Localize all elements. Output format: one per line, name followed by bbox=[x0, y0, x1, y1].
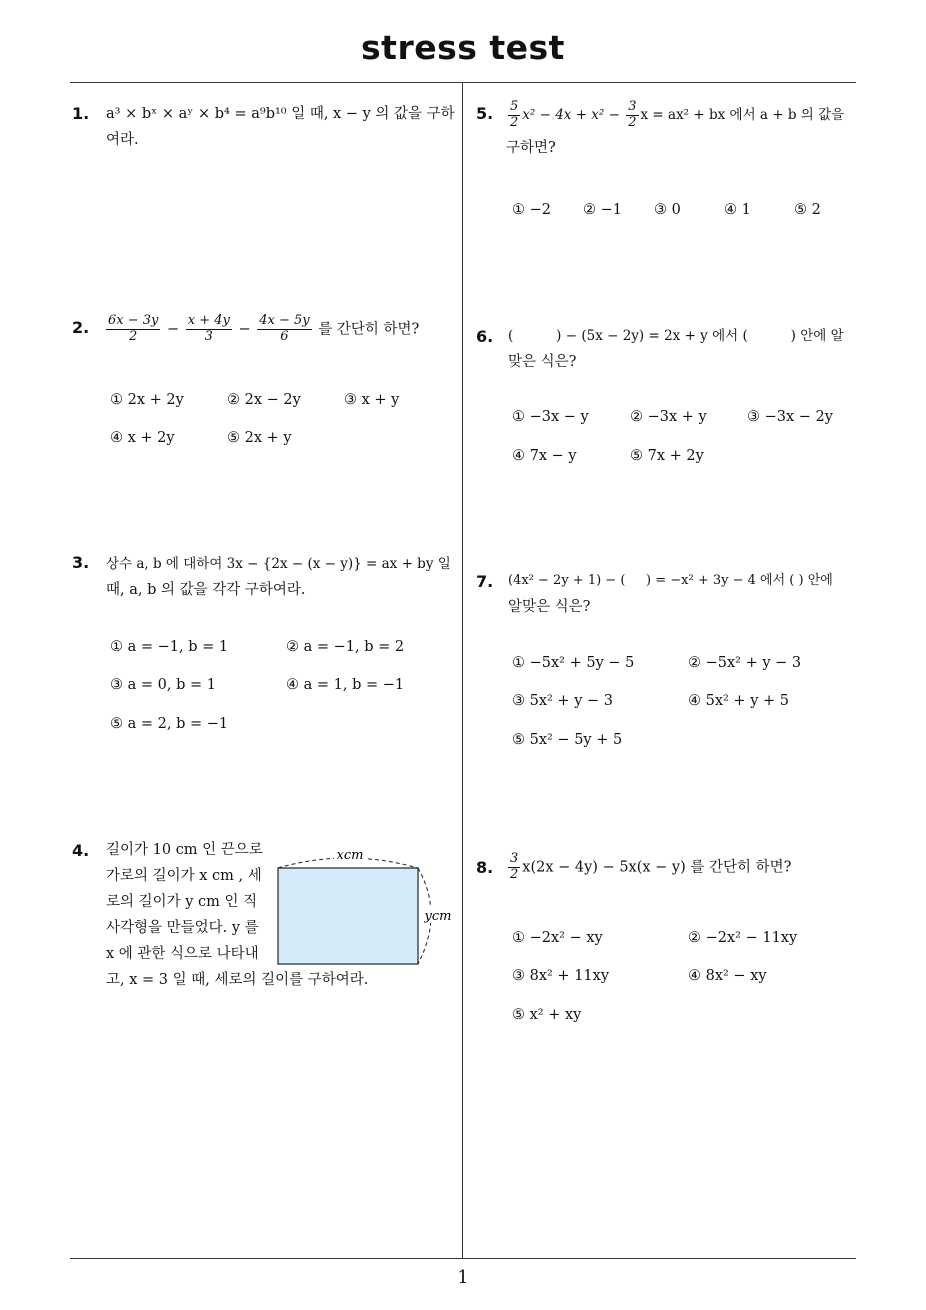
choice-option[interactable]: ② a = −1, b = 2 bbox=[286, 639, 405, 655]
question-3-line: 상수 a, b 에 대하여 3x − {2x − (x − y)} = ax + by 일 bbox=[106, 556, 451, 572]
operator: − bbox=[238, 321, 251, 338]
fraction: $\frac{4x - 5y}{6}$ bbox=[259, 313, 310, 344]
operator: − bbox=[166, 321, 180, 338]
question-2-tail: 를 간단히 하면? bbox=[318, 321, 420, 338]
choice-option[interactable]: ④ 1 bbox=[724, 202, 751, 218]
choice-option[interactable]: ③ 0 bbox=[654, 202, 681, 218]
question-5-line: 구하면? bbox=[506, 139, 556, 156]
question-4-line: 고, x = 3 일 때, 세로의 길이를 구하여라. bbox=[106, 972, 369, 988]
footer-rule bbox=[70, 1258, 856, 1259]
choice-option[interactable]: ⑤ 2x + y bbox=[227, 430, 292, 446]
choice-option[interactable]: ④ a = 1, b = −1 bbox=[286, 677, 405, 693]
choice-option[interactable]: ④ 8x² − xy bbox=[688, 968, 767, 984]
choice-option[interactable]: ④ x + 2y bbox=[110, 430, 175, 446]
question-number: 7. bbox=[476, 572, 494, 591]
fraction: $\frac{5}{2}$ bbox=[510, 99, 519, 130]
expression: x = ax² + bx 에서 a + b 의 값을 bbox=[640, 106, 845, 123]
question-8-stem bbox=[506, 852, 862, 883]
choice-option[interactable]: ② −2x² − 11xy bbox=[688, 930, 798, 946]
question-4-line: x 에 관한 식으로 나타내 bbox=[106, 946, 259, 962]
choice-option[interactable]: ① a = −1, b = 1 bbox=[110, 639, 229, 655]
choice-option[interactable]: ② −1 bbox=[583, 202, 622, 218]
choice-option[interactable]: ⑤ a = 2, b = −1 bbox=[110, 716, 229, 732]
question-7-line: (4x² − 2y + 1) − ( ) = −x² + 3y − 4 에서 ( ) 안에 bbox=[508, 573, 833, 588]
rectangle-shape bbox=[278, 868, 418, 964]
question-1-line: a³ × bˣ × aʸ × b⁴ = a⁹b¹⁰ 일 때, x − y 의 값을 구하 bbox=[106, 106, 455, 122]
figure-width-label: xcm bbox=[336, 848, 364, 863]
question-number: 4. bbox=[72, 841, 90, 860]
fraction: $\frac{3}{2}$ bbox=[628, 99, 637, 130]
question-1-line: 여라. bbox=[106, 132, 139, 148]
question-2-stem bbox=[104, 314, 454, 345]
question-6-line: ( ) − (5x − 2y) = 2x + y 에서 ( ) 안에 알 bbox=[508, 328, 844, 344]
choice-option[interactable]: ⑤ 7x + 2y bbox=[630, 448, 704, 464]
question-1-stem bbox=[106, 101, 456, 153]
page-number: 1 bbox=[457, 1267, 469, 1288]
question-3-stem bbox=[106, 551, 458, 603]
question-3-line: 때, a, b 의 값을 각각 구하여라. bbox=[106, 582, 306, 598]
choice-option[interactable]: ① −2x² − xy bbox=[512, 930, 603, 946]
choice-option[interactable]: ④ 5x² + y + 5 bbox=[688, 693, 789, 709]
question-6-stem bbox=[508, 323, 860, 375]
choice-option[interactable]: ③ −3x − 2y bbox=[747, 409, 833, 425]
expression: x(2x − 4y) − 5x(x − y) 를 간단히 하면? bbox=[522, 859, 792, 876]
fraction: $\frac{x + 4y}{3}$ bbox=[187, 313, 230, 344]
choice-option[interactable]: ⑤ 2 bbox=[794, 202, 821, 218]
question-5-stem bbox=[506, 100, 866, 161]
question-number: 1. bbox=[72, 104, 90, 123]
figure-height-label: ycm bbox=[424, 909, 452, 924]
choice-option[interactable]: ② −3x + y bbox=[630, 409, 707, 425]
choice-option[interactable]: ③ 8x² + 11xy bbox=[512, 968, 610, 984]
fraction: $\frac{3}{2}$ bbox=[510, 851, 519, 882]
question-4-line: 사각형을 만들었다. y 를 bbox=[106, 920, 259, 936]
choice-option[interactable]: ① 2x + 2y bbox=[110, 392, 184, 408]
choice-option[interactable]: ② 2x − 2y bbox=[227, 392, 301, 408]
column-divider bbox=[462, 83, 463, 1258]
question-number: 5. bbox=[476, 104, 494, 123]
question-7-stem bbox=[508, 568, 860, 620]
header-rule bbox=[70, 82, 856, 83]
choice-option[interactable]: ③ a = 0, b = 1 bbox=[110, 677, 216, 693]
choice-option[interactable]: ② −5x² + y − 3 bbox=[688, 655, 802, 671]
choice-option[interactable]: ① −2 bbox=[512, 202, 551, 218]
question-4-line: 길이가 10 cm 인 끈으로 bbox=[106, 842, 263, 858]
question-number: 3. bbox=[72, 553, 90, 572]
question-4-line: 가로의 길이가 x cm , 세 bbox=[106, 868, 262, 884]
question-number: 6. bbox=[476, 327, 494, 346]
question-4-line: 로의 길이가 y cm 인 직 bbox=[106, 894, 258, 910]
choice-option[interactable]: ③ 5x² + y − 3 bbox=[512, 693, 613, 709]
rectangle-figure bbox=[272, 842, 462, 972]
fraction: $\frac{6x - 3y}{2}$ bbox=[108, 313, 159, 344]
choice-option[interactable]: ① −3x − y bbox=[512, 409, 589, 425]
choice-option[interactable]: ① −5x² + 5y − 5 bbox=[512, 655, 635, 671]
question-7-line: 알맞은 식은? bbox=[508, 599, 591, 615]
choice-option[interactable]: ③ x + y bbox=[344, 392, 400, 408]
choice-option[interactable]: ⑤ x² + xy bbox=[512, 1007, 582, 1023]
question-number: 2. bbox=[72, 318, 90, 337]
page-title: stress test bbox=[361, 28, 565, 67]
choice-option[interactable]: ⑤ 5x² − 5y + 5 bbox=[512, 732, 623, 748]
choice-option[interactable]: ④ 7x − y bbox=[512, 448, 577, 464]
question-6-line: 맞은 식은? bbox=[508, 354, 577, 370]
question-number: 8. bbox=[476, 858, 494, 877]
expression: x² − 4x + x² − bbox=[522, 106, 620, 123]
